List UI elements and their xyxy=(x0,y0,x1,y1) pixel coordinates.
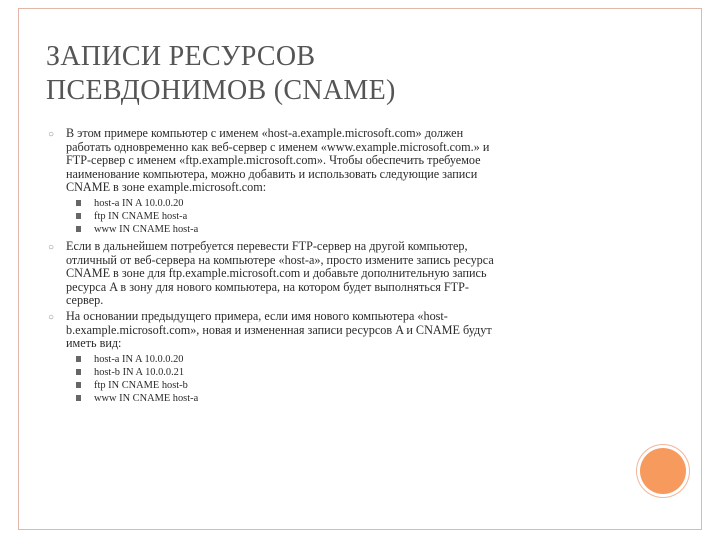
title-line: ЗАПИСИ РЕСУРСОВ xyxy=(46,41,316,72)
record-text: host-a IN A 10.0.0.20 xyxy=(94,197,184,209)
paragraph-line: наименование компьютера, можно добавить и использовать следующие записи xyxy=(66,166,478,181)
circle-bullet-icon: ○ xyxy=(48,241,55,253)
record-text: host-b IN A 10.0.0.21 xyxy=(94,366,185,378)
list-item xyxy=(48,210,628,223)
list-item xyxy=(48,223,628,236)
square-bullet-icon xyxy=(76,200,81,206)
title-line: ПСЕВДОНИМОВ (CNAME) xyxy=(46,75,396,106)
record-text: ftp IN CNAME host-a xyxy=(94,210,188,222)
square-bullet-icon xyxy=(76,382,81,388)
record-text: www IN CNAME host-a xyxy=(94,223,199,235)
square-bullet-icon xyxy=(76,395,81,401)
list-item xyxy=(48,366,628,379)
paragraph-3 xyxy=(48,310,628,351)
square-bullet-icon xyxy=(76,226,81,232)
list-item xyxy=(48,379,628,392)
square-bullet-icon xyxy=(76,369,81,375)
square-bullet-icon xyxy=(76,356,81,362)
paragraph-line: Если в дальнейшем потребуется перевести FTP-сервер на другой компьютер, xyxy=(66,238,468,253)
circle-bullet-icon: ○ xyxy=(48,311,55,323)
paragraph-line: FTP-сервер с именем «ftp.example.microsoft.com». Чтобы обеспечить требуемое xyxy=(66,153,481,168)
record-text: www IN CNAME host-a xyxy=(94,392,199,404)
record-text: ftp IN CNAME host-b xyxy=(94,379,188,391)
slide-content xyxy=(48,127,628,405)
list-item xyxy=(48,392,628,405)
circle-bullet-icon: ○ xyxy=(48,129,55,140)
slide-title xyxy=(46,40,606,108)
paragraph-2 xyxy=(48,240,628,308)
record-list-1 xyxy=(48,197,628,236)
list-item xyxy=(48,197,628,210)
list-item xyxy=(48,353,628,366)
decorative-circle xyxy=(640,448,686,494)
paragraph-line: В этом примере компьютер с именем «host-a.example.microsoft.com» должен xyxy=(66,126,464,140)
paragraph-line: b.example.microsoft.com», новая и измененная записи ресурсов A и CNAME будут xyxy=(66,322,492,337)
paragraph-line: ресурса A в зону для нового компьютера, на котором будет выполняться FTP- xyxy=(66,279,469,294)
paragraph-line: CNAME в зоне example.microsoft.com: xyxy=(66,180,267,195)
paragraph-line: CNAME в зоне для ftp.example.microsoft.com и добавьте дополнительную запись xyxy=(66,266,487,281)
paragraph-1 xyxy=(48,127,628,195)
paragraph-line: отличный от веб-сервера на компьютере «host-a», просто измените запись ресурса xyxy=(66,252,494,267)
square-bullet-icon xyxy=(76,213,81,219)
record-list-2 xyxy=(48,353,628,405)
paragraph-line: иметь вид: xyxy=(66,336,122,351)
record-text: host-a IN A 10.0.0.20 xyxy=(94,353,184,365)
paragraph-line: На основании предыдущего примера, если имя нового компьютера «host- xyxy=(66,308,448,323)
paragraph-line: работать одновременно как веб-сервер с именем «www.example.microsoft.com.» и xyxy=(66,139,490,154)
paragraph-line: сервер. xyxy=(66,293,104,308)
